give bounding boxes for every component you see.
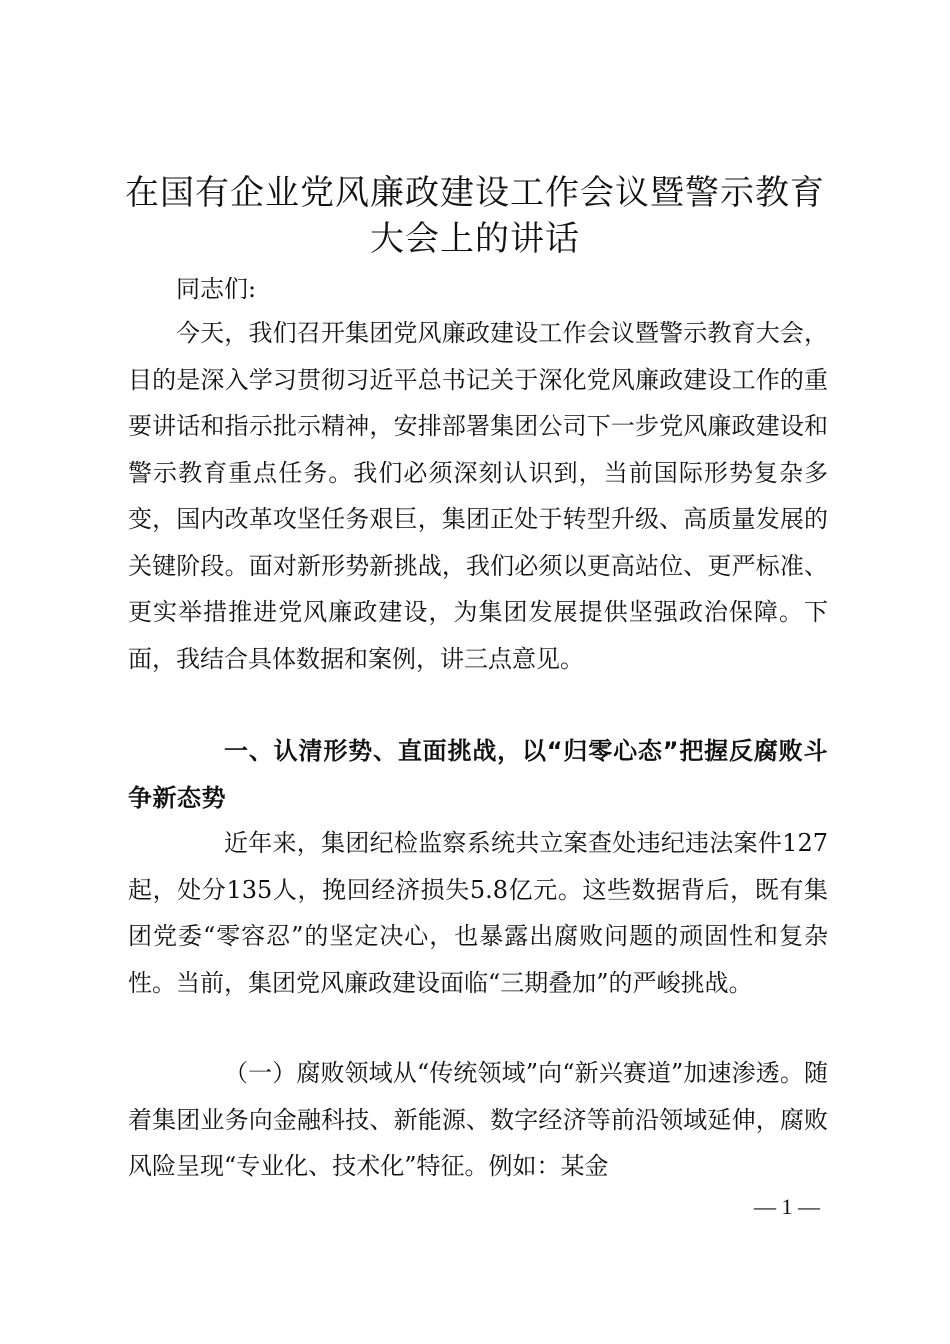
section-heading: 一、认清形势、直面挑战，以“归零心态”把握反腐败斗争新态势 <box>128 737 828 812</box>
intro-paragraph: 今天，我们召开集团党风廉政建设工作会议暨警示教育大会，目的是深入学习贯彻习近平总书记关于深化党风廉政建设工作的重要讲话和指示批示精神，安排部署集团公司下一步党风廉政建设和警示教育重点任务。我们必须深刻认识到，当前国际形势复杂多变，国内改革攻坚任务艰巨，集团正处于转型升级、高质量发展的关键阶段。面对新形势新挑战，我们必须以更高站位、更严标准、更实举措推进党风廉政建设，为集团发展提供坚强政治保障。下面，我结合具体数据和案例，讲三点意见。 <box>128 319 828 673</box>
greeting: 同志们: <box>176 275 257 303</box>
page-number: — 1 — <box>754 1194 820 1219</box>
section-paragraph: 近年来，集团纪检监察系统共立案查处违纪违法案件127起，处分135人，挽回经济损失5.8亿元。这些数据背后，既有集团党委“零容忍”的坚定决心，也暴露出腐败问题的顽固性和复杂性。当前，集团党风廉政建设面临“三期叠加”的严峻挑战。 <box>128 829 828 997</box>
document-title-line-1: 在国有企业党风廉政建设工作会议暨警示教育 <box>125 173 825 213</box>
document-title-line-2: 大会上的讲话 <box>370 219 580 259</box>
subsection-paragraph: （一）腐败领域从“传统领域”向“新兴赛道”加速渗透。随着集团业务向金融科技、新能源、数字经济等前沿领域延伸，腐败风险呈现“专业化、技术化”特征。例如：某金 <box>128 1059 828 1180</box>
